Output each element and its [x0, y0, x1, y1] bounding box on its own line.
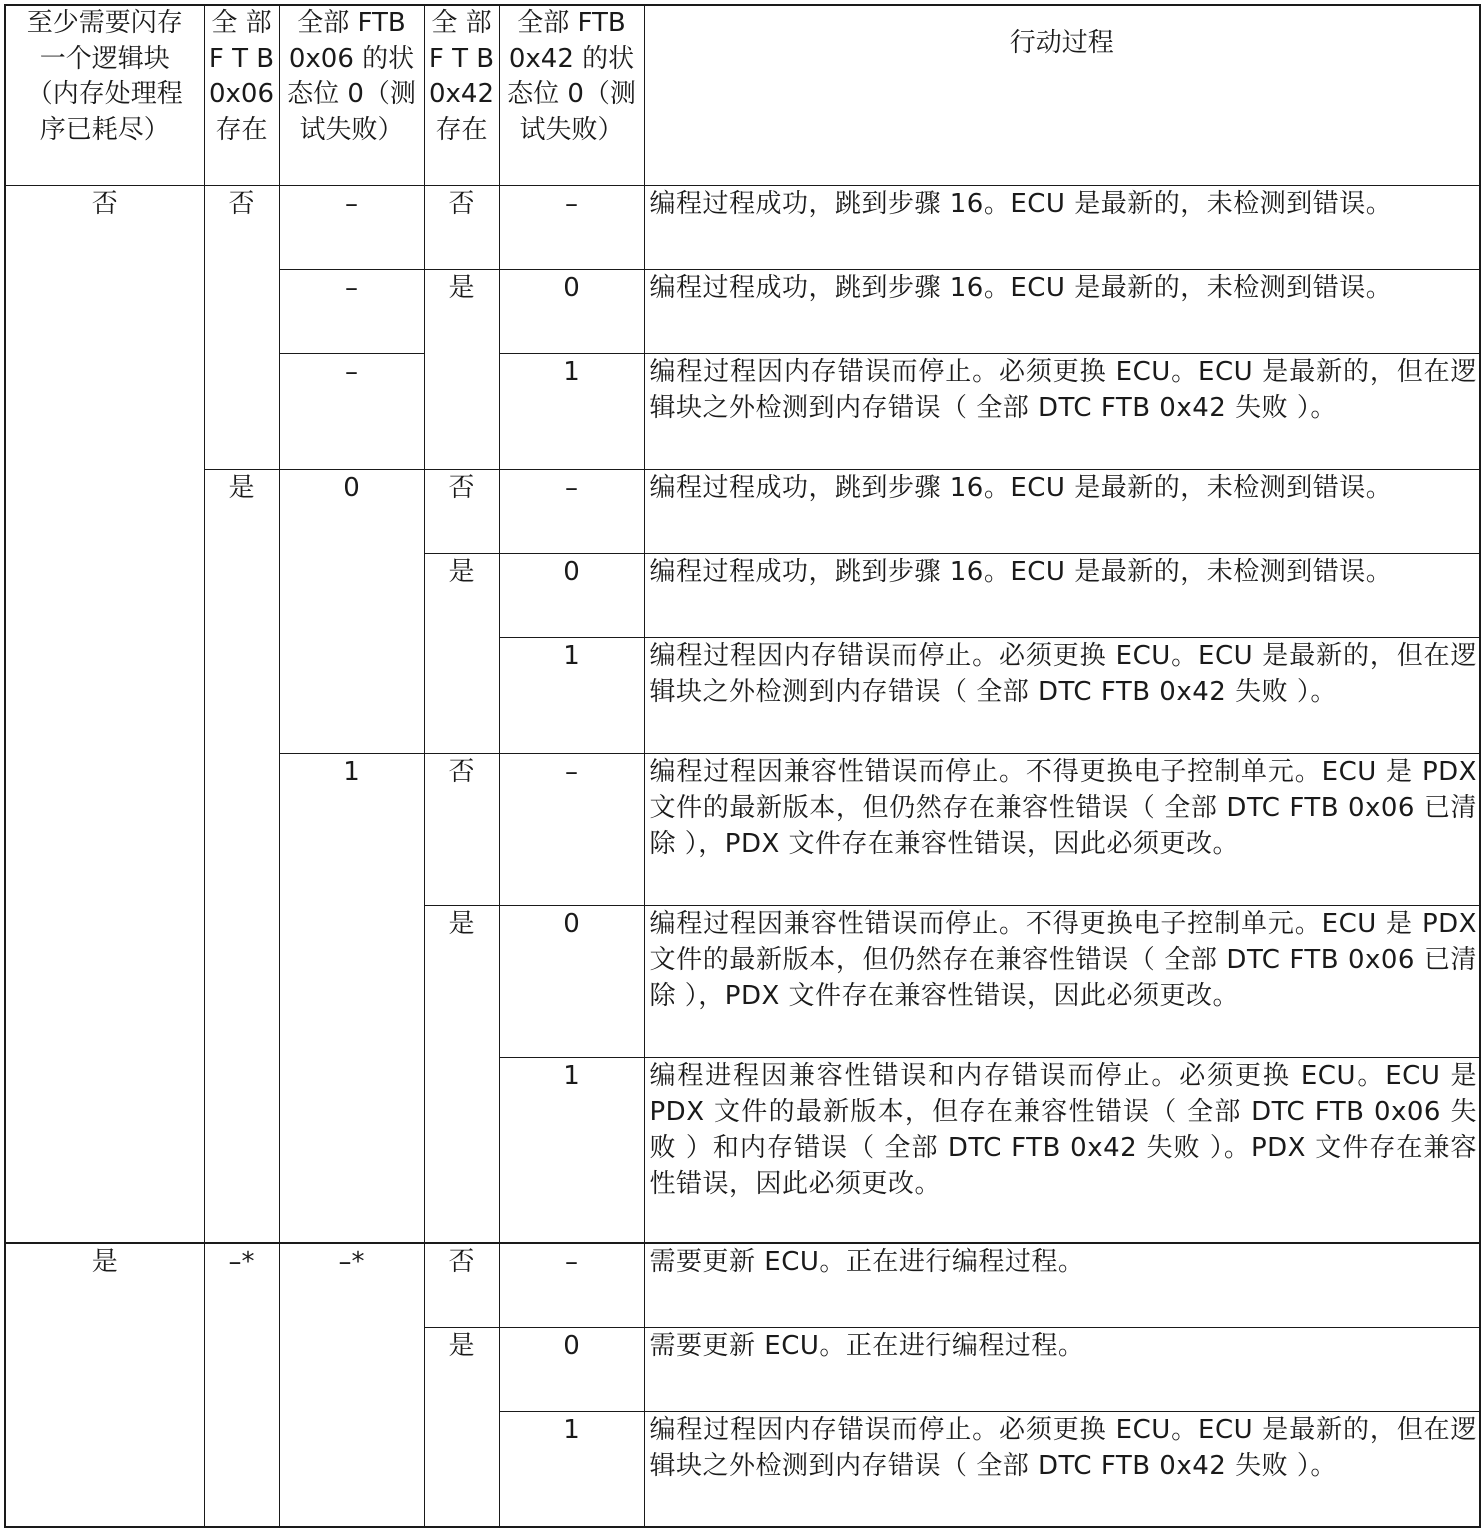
cell-ftb42-status: 0	[499, 553, 644, 637]
cell-ftb42-exists: 是	[424, 269, 499, 469]
cell-ftb42-status: 1	[499, 353, 644, 469]
cell-ftb42-status: 1	[499, 1057, 644, 1243]
cell-action: 编程过程成功，跳到步骤 16。ECU 是最新的，未检测到错误。	[644, 469, 1480, 553]
cell-ftb06-exists: 是	[204, 469, 279, 1243]
cell-ftb42-status: –	[499, 1243, 644, 1327]
cell-ftb06-exists: 否	[204, 185, 279, 469]
header-ftb-0x42-exists: 全 部 F T B 0x42 存在	[424, 5, 499, 185]
cell-ftb06-status: –*	[279, 1243, 424, 1527]
cell-action: 需要更新 ECU。正在进行编程过程。	[644, 1327, 1480, 1411]
cell-ftb42-exists: 是	[424, 553, 499, 753]
cell-action: 编程过程因内存错误而停止。必须更换 ECU。ECU 是最新的，但在逻辑块之外检测到内存错误（ 全部 DTC FTB 0x42 失败 ）。	[644, 1411, 1480, 1527]
header-action: 行动过程	[644, 5, 1480, 185]
table-row	[5, 1243, 1480, 1327]
cell-action: 编程进程因兼容性错误和内存错误而停止。必须更换 ECU。ECU 是 PDX 文件的最新版本，但存在兼容性错误（ 全部 DTC FTB 0x06 失败 ）和内存错误（ 全部 DTC FTB 0x42 失败 ）。PDX 文件存在兼容性错误，因此必须更改。	[644, 1057, 1480, 1243]
cell-ftb42-exists: 否	[424, 469, 499, 553]
table-row	[5, 185, 1480, 269]
cell-flash-needed: 否	[5, 185, 204, 1243]
cell-ftb42-status: –	[499, 185, 644, 269]
cell-ftb06-status: 1	[279, 753, 424, 1243]
cell-ftb42-status: 1	[499, 1411, 644, 1527]
cell-action: 编程过程成功，跳到步骤 16。ECU 是最新的，未检测到错误。	[644, 269, 1480, 353]
cell-ftb42-status: 1	[499, 637, 644, 753]
cell-ftb42-status: 0	[499, 269, 644, 353]
cell-ftb42-exists: 否	[424, 753, 499, 905]
cell-ftb06-exists: –*	[204, 1243, 279, 1527]
cell-action: 编程过程因内存错误而停止。必须更换 ECU。ECU 是最新的，但在逻辑块之外检测到内存错误（ 全部 DTC FTB 0x42 失败 ）。	[644, 353, 1480, 469]
cell-ftb42-exists: 是	[424, 905, 499, 1243]
header-ftb-0x42-status: 全部 FTB 0x42 的状 态位 0（测 试失败）	[499, 5, 644, 185]
cell-ftb42-status: –	[499, 753, 644, 905]
cell-ftb42-exists: 否	[424, 185, 499, 269]
header-ftb-0x06-status: 全部 FTB 0x06 的状 态位 0（测 试失败）	[279, 5, 424, 185]
decision-table	[4, 4, 1481, 1528]
cell-ftb06-status: –	[279, 269, 424, 353]
cell-ftb06-status: –	[279, 353, 424, 469]
cell-flash-needed: 是	[5, 1243, 204, 1527]
table-row	[5, 469, 1480, 553]
cell-ftb42-status: 0	[499, 905, 644, 1057]
cell-action: 编程过程因兼容性错误而停止。不得更换电子控制单元。ECU 是 PDX 文件的最新版本，但仍然存在兼容性错误（ 全部 DTC FTB 0x06 已清除 ），PDX 文件存在兼容性错误，因此必须更改。	[644, 753, 1480, 905]
cell-ftb42-exists: 是	[424, 1327, 499, 1527]
header-flash-block-required: 至少需要闪存 一个逻辑块 （内存处理程 序已耗尽）	[5, 5, 204, 185]
cell-ftb06-status: –	[279, 185, 424, 269]
cell-ftb42-exists: 否	[424, 1243, 499, 1327]
cell-ftb42-status: –	[499, 469, 644, 553]
cell-action: 编程过程因内存错误而停止。必须更换 ECU。ECU 是最新的，但在逻辑块之外检测到内存错误（ 全部 DTC FTB 0x42 失败 ）。	[644, 637, 1480, 753]
cell-action: 编程过程成功，跳到步骤 16。ECU 是最新的，未检测到错误。	[644, 553, 1480, 637]
header-ftb-0x06-exists: 全 部 F T B 0x06 存在	[204, 5, 279, 185]
cell-ftb42-status: 0	[499, 1327, 644, 1411]
header-row	[5, 5, 1480, 185]
cell-ftb06-status: 0	[279, 469, 424, 753]
cell-action: 编程过程成功，跳到步骤 16。ECU 是最新的，未检测到错误。	[644, 185, 1480, 269]
cell-action: 编程过程因兼容性错误而停止。不得更换电子控制单元。ECU 是 PDX 文件的最新版本，但仍然存在兼容性错误（ 全部 DTC FTB 0x06 已清除 ），PDX 文件存在兼容性错误，因此必须更改。	[644, 905, 1480, 1057]
cell-action: 需要更新 ECU。正在进行编程过程。	[644, 1243, 1480, 1327]
